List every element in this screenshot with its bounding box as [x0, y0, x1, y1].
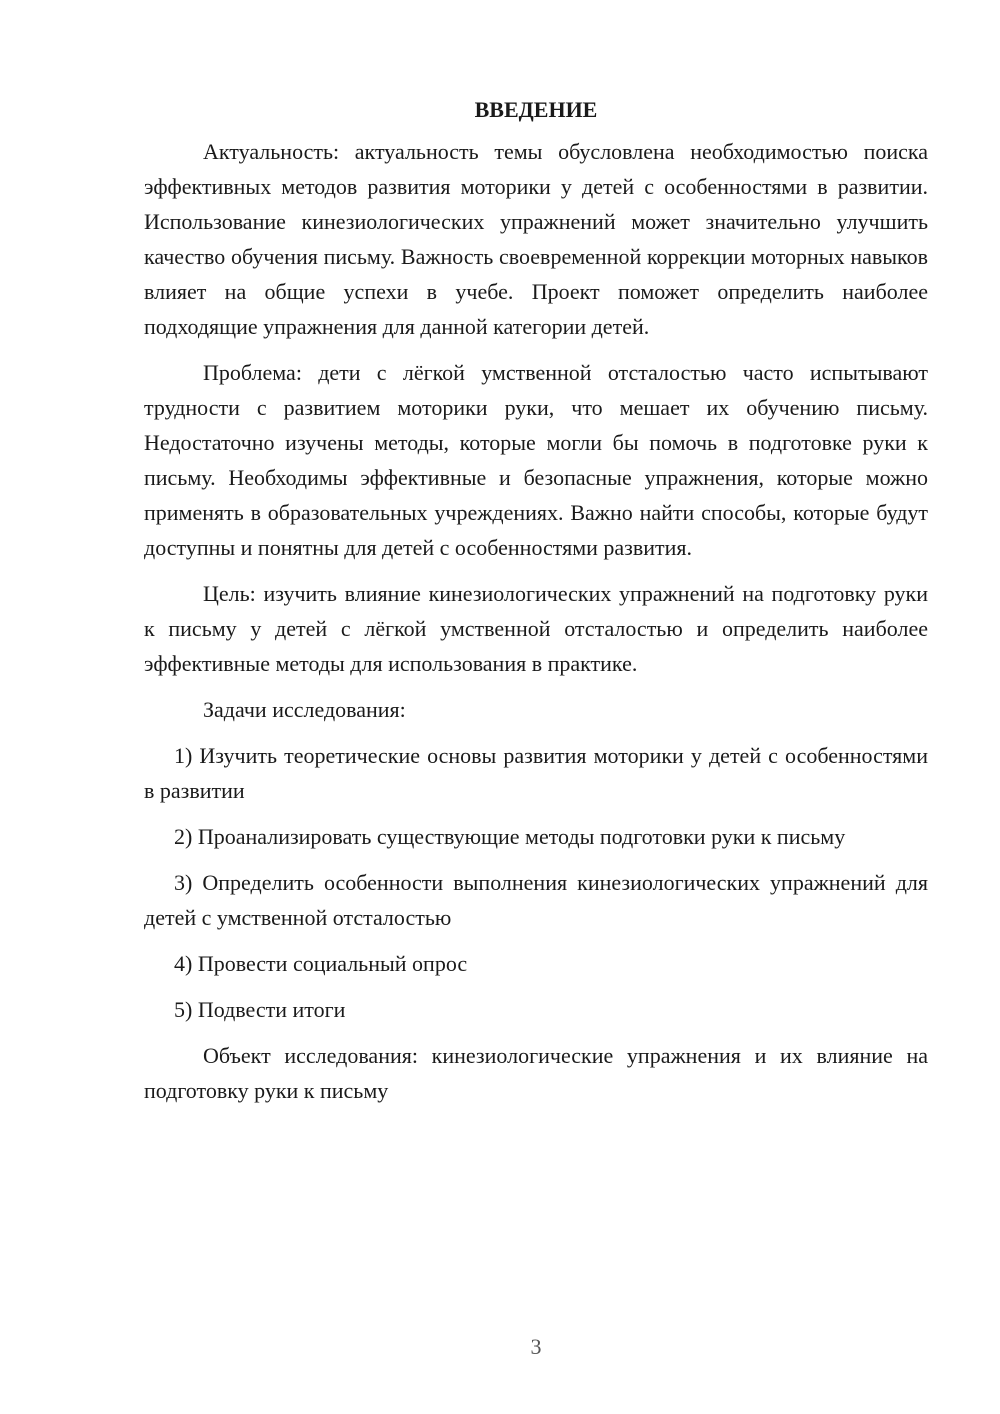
tasks-title: Задачи исследования:	[203, 697, 406, 722]
object-paragraph: Объект исследования: кинезиологические упражнения и их влияние на подготовку руки к письму	[144, 1043, 928, 1103]
task-item-1: 1) Изучить теоретические основы развития моторики у детей с особенностями в развитии	[144, 743, 928, 803]
goal-paragraph: Цель: изучить влияние кинезиологических упражнений на подготовку руки к письму у детей с лёгкой умственной отсталостью и определить наиболее эффективные методы для использования в практике.	[144, 581, 928, 676]
task-item-5: 5) Подвести итоги	[174, 997, 346, 1022]
problem-paragraph: Проблема: дети с лёгкой умственной отсталостью часто испытывают трудности с развитием моторики руки, что мешает их обучению письму. Недостаточно изучены методы, которые могли бы помочь в подготовке руки к письму. Необходимы эффективные и безопасные упражнения, которые можно применять в образовательных учреждениях. Важно найти способы, которые будут доступны и понятны для детей с особенностями развития.	[144, 360, 928, 560]
document-page	[144, 94, 928, 1119]
task-item-2: 2) Проанализировать существующие методы подготовки руки к письму	[174, 824, 846, 849]
task-item-4: 4) Провести социальный опрос	[174, 951, 468, 976]
page-number: 3	[530, 1334, 542, 1359]
task-item-3: 3) Определить особенности выполнения кинезиологических упражнений для детей с умственной отсталостью	[144, 870, 928, 930]
relevance-paragraph: Актуальность: актуальность темы обусловлена необходимостью поиска эффективных методов развития моторики у детей с особенностями в развитии. Использование кинезиологических упражнений может значительно улучшить качество обучения письму. Важность своевременной коррекции моторных навыков влияет на общие успехи в учебе. Проект поможет определить наиболее подходящие упражнения для данной категории детей.	[144, 139, 928, 339]
section-heading: ВВЕДЕНИЕ	[474, 97, 598, 122]
